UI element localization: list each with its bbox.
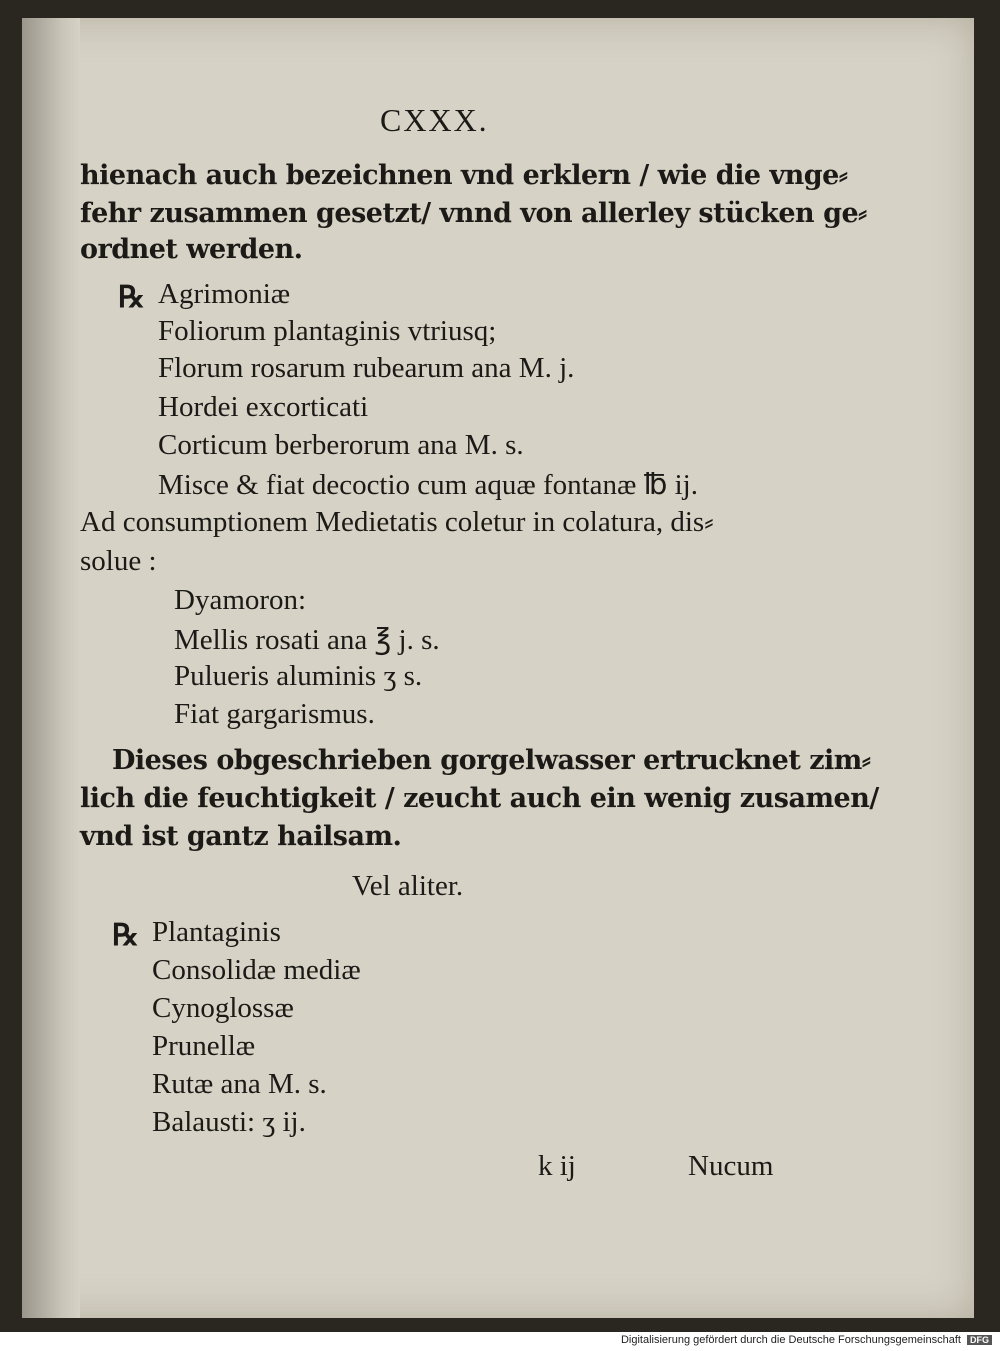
comment-line-1: Dieses obgeschrieben gorgelwasser ertrucknet zim⸗ xyxy=(112,745,871,776)
comment-line-2: lich die feuchtigkeit / zeucht auch ein wenig zusamen/ xyxy=(80,783,879,814)
recipe1-line-2: Foliorum plantaginis vtriusq; xyxy=(158,315,497,347)
recipe3-line-3: Cynoglossæ xyxy=(152,992,294,1024)
recipe-symbol: ℞ xyxy=(118,281,145,314)
recipe1-line-1: Agrimoniæ xyxy=(158,278,291,310)
comment-line-3: vnd ist gantz hailsam. xyxy=(80,821,402,852)
intro-line-1: hienach auch bezeichnen vnd erklern / wie die vnge⸗ xyxy=(80,160,848,191)
recipe2-line-3: Pulueris aluminis ʒ s. xyxy=(174,660,423,692)
instruction-line-2: solue : xyxy=(80,545,157,577)
recipe1-line-6: Misce & fiat decoctio cum aquæ fontanæ ℔ ij. xyxy=(158,469,698,501)
instruction-line-1: Ad consumptionem Medietatis coletur in colatura, dis⸗ xyxy=(80,506,714,538)
recipe1-line-5: Corticum berberorum ana M. s. xyxy=(158,429,524,461)
recipe3-line-2: Consolidæ mediæ xyxy=(152,954,361,986)
recipe2-line-1: Dyamoron: xyxy=(174,584,307,616)
recipe3-line-1: Plantaginis xyxy=(152,916,281,948)
intro-line-2: fehr zusammen gesetzt/ vnnd von allerley stücken ge⸗ xyxy=(80,198,867,229)
funding-text: Digitalisierung gefördert durch die Deutsche Forschungsgemeinschaft xyxy=(620,1334,961,1346)
section-heading: Vel aliter. xyxy=(352,870,464,902)
recipe3-line-4: Prunellæ xyxy=(152,1030,256,1062)
recipe1-line-4: Hordei excorticati xyxy=(158,391,369,423)
recipe2-line-2: Mellis rosati ana ℥ j. s. xyxy=(174,624,440,656)
signature-mark: k ij xyxy=(538,1150,576,1182)
funding-footer xyxy=(621,1334,992,1346)
recipe3-line-6: Balausti: ʒ ij. xyxy=(152,1106,306,1138)
recipe-symbol: ℞ xyxy=(112,919,139,952)
recipe3-line-5: Rutæ ana M. s. xyxy=(152,1068,327,1100)
intro-line-3: ordnet werden. xyxy=(80,234,303,265)
page-heading: CXXX. xyxy=(380,102,489,138)
dfg-logo: DFG xyxy=(967,1335,992,1345)
recipe1-line-3: Florum rosarum rubearum ana M. j. xyxy=(158,352,575,384)
recipe2-line-4: Fiat gargarismus. xyxy=(174,698,375,730)
page-gutter xyxy=(22,18,80,1318)
catchword: Nucum xyxy=(688,1150,774,1182)
